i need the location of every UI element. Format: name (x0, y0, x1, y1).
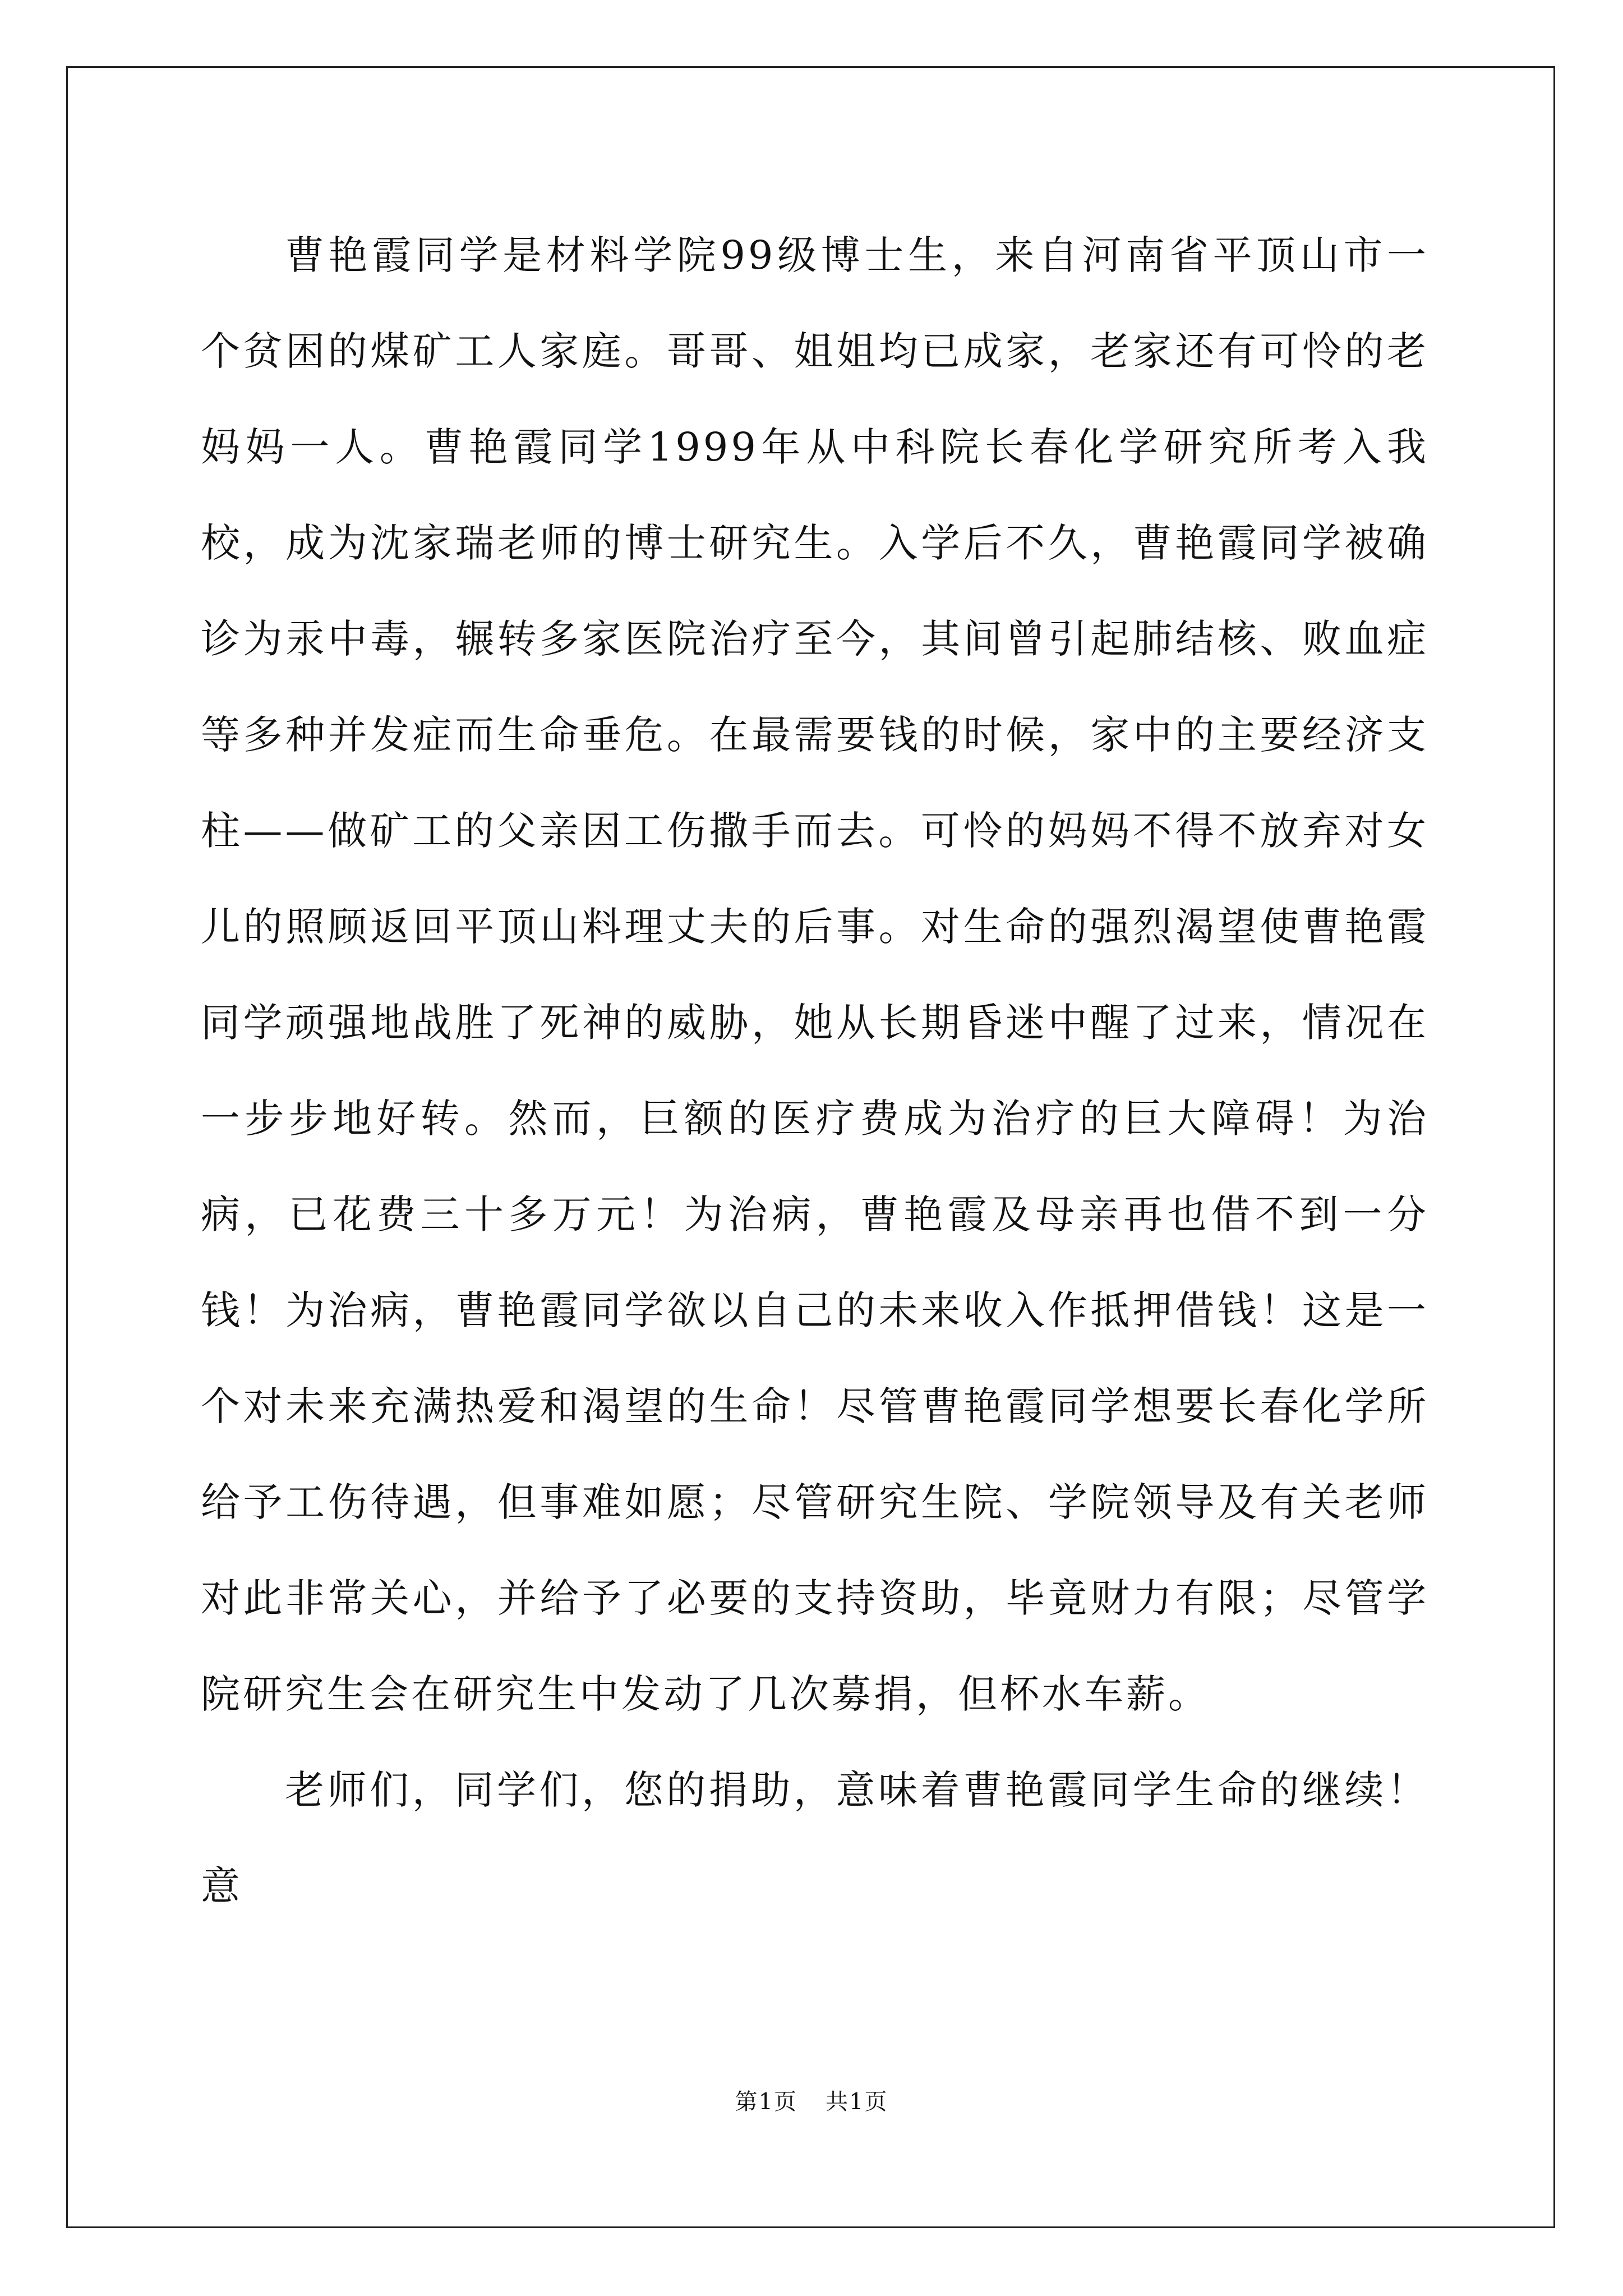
page-total: 共1页 (826, 2089, 888, 2115)
paragraph-1: 曹艳霞同学是材料学院99级博士生，来自河南省平顶山市一个贫困的煤矿工人家庭。哥哥、姐姐均已成家，老家还有可怜的老妈妈一人。曹艳霞同学1999年从中科院长春化学研究所考入我校，成为沈家瑞老师的博士研究生。入学后不久，曹艳霞同学被确诊为汞中毒，辗转多家医院治疗至今，其间曾引起肺结核、败血症等多种并发症而生命垂危。在最需要钱的时候，家中的主要经济支柱——做矿工的父亲因工伤撒手而去。可怜的妈妈不得不放弃对女儿的照顾返回平顶山料理丈夫的后事。对生命的强烈渴望使曹艳霞同学顽强地战胜了死神的威胁，她从长期昏迷中醒了过来，情况在一步步地好转。然而，巨额的医疗费成为治疗的巨大障碍！为治病，已花费三十多万元！为治病，曹艳霞及母亲再也借不到一分钱！为治病，曹艳霞同学欲以自己的未来收入作抵押借钱！这是一个对未来充满热爱和渴望的生命！尽管曹艳霞同学想要长春化学所给予工伤待遇，但事难如愿；尽管研究生院、学院领导及有关老师对此非常关心，并给予了必要的支持资助，毕竟财力有限；尽管学院研究生会在研究生中发动了几次募捐，但杯水车薪。 (201, 232, 1429, 1717)
document-body (201, 208, 1429, 1934)
page-footer (0, 2088, 1623, 2116)
page-number: 第1页 (735, 2089, 797, 2115)
paragraph-2: 老师们，同学们，您的捐助，意味着曹艳霞同学生命的继续！意 (201, 1767, 1429, 1909)
